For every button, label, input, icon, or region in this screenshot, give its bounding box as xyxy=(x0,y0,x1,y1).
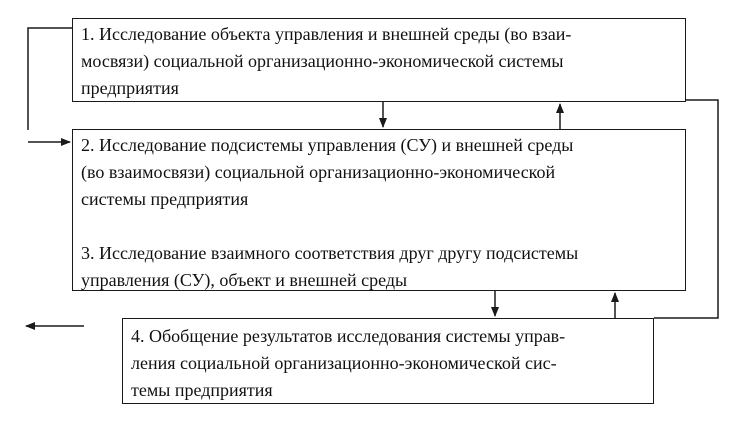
block-3 xyxy=(81,240,677,294)
block-4-line-2: ления социальной организационно-экономической сис- xyxy=(131,353,557,373)
block-4-line-1: 4. Обобщение результатов исследования системы управ- xyxy=(131,326,566,346)
block-spacer xyxy=(81,213,677,240)
block-2-line-3: системы предприятия xyxy=(81,189,249,209)
block-1-line-2: мосвязи) социальной организационно-экономической системы xyxy=(81,51,564,71)
feedback-loop-left xyxy=(28,28,72,130)
block-3-line-1: 3. Исследование взаимного соответствия друг другу подсистемы xyxy=(81,243,579,263)
block-4-line-3: темы предприятия xyxy=(131,380,273,400)
block-3-line-2: управления (СУ), объект и внешней среды xyxy=(81,270,408,290)
block-1-line-1: 1. Исследование объекта управления и внешней среды (во взаи- xyxy=(81,24,572,44)
block-2-3-frame xyxy=(72,129,686,291)
block-2-line-1: 2. Исследование подсистемы управления (СУ) и внешней среды xyxy=(81,135,574,155)
block-1-line-3: предприятия xyxy=(81,78,179,98)
block-2 xyxy=(81,132,677,213)
block-2-line-2: (во взаимосвязи) социальной организационно-экономической xyxy=(81,162,556,182)
block-4 xyxy=(122,318,654,404)
block-1 xyxy=(72,18,686,102)
